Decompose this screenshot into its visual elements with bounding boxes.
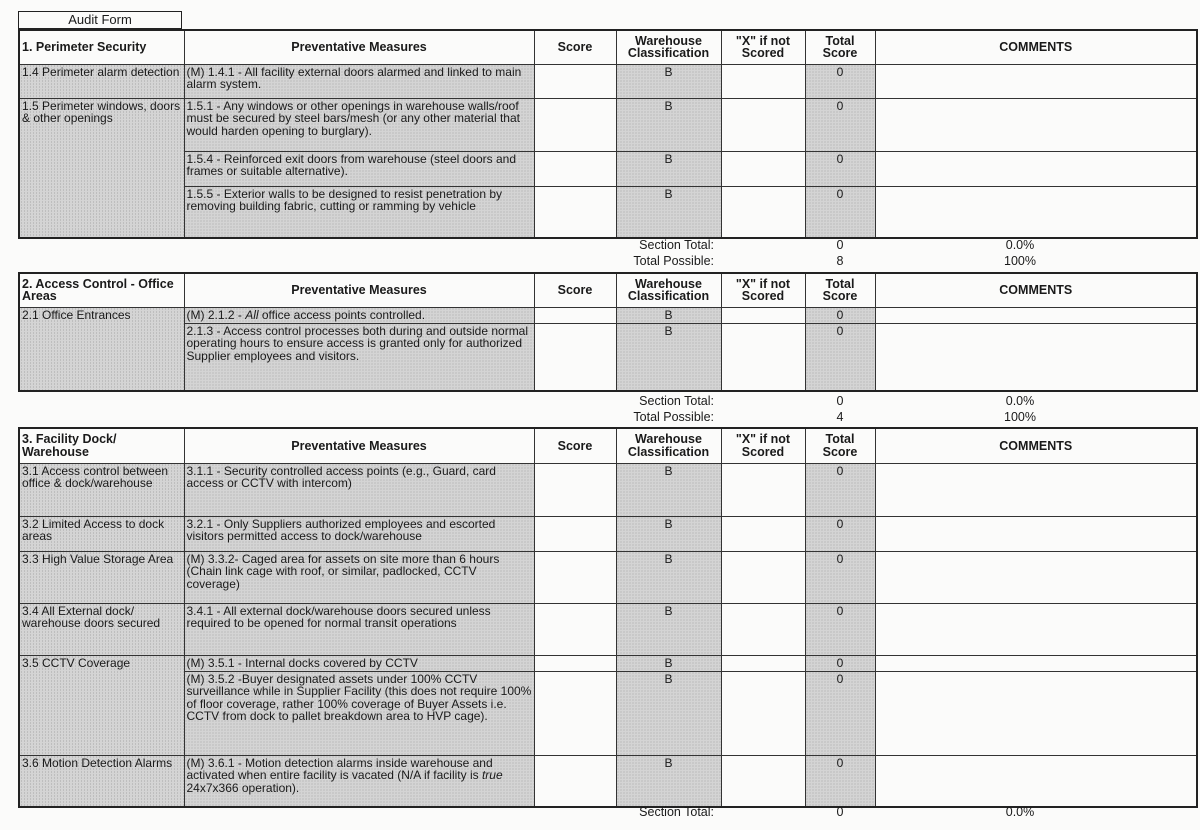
total-score-cell: 0 — [805, 307, 875, 323]
item-label: 1.5 Perimeter windows, doors & other openings — [19, 98, 184, 238]
header-not-scored: "X" if not Scored — [721, 428, 805, 463]
not-scored-cell[interactable] — [721, 98, 805, 151]
section-total-value: 0 — [836, 238, 844, 252]
section-title: 2. Access Control - Office Areas — [19, 273, 184, 307]
not-scored-cell[interactable] — [721, 655, 805, 671]
measure-text: 2.1.3 - Access control processes both during and outside normal operating hours to ensure access is granted only for authorized Supplier employees and visitors. — [184, 323, 534, 391]
total-score-cell: 0 — [805, 671, 875, 755]
header-comments: COMMENTS — [875, 30, 1197, 64]
classification-cell: B — [616, 64, 721, 98]
section-total-percent: 0.0% — [1005, 805, 1035, 819]
measure-text: 3.4.1 - All external dock/warehouse doors secured unless required to be opened for normal transit operations — [184, 603, 534, 655]
section-facility-dock — [18, 427, 1198, 808]
comments-cell[interactable] — [875, 463, 1197, 516]
total-score-cell: 0 — [805, 603, 875, 655]
not-scored-cell[interactable] — [721, 463, 805, 516]
header-not-scored: "X" if not Scored — [721, 30, 805, 64]
score-cell[interactable] — [534, 323, 616, 391]
comments-cell[interactable] — [875, 98, 1197, 151]
total-score-cell: 0 — [805, 516, 875, 551]
classification-cell: B — [616, 655, 721, 671]
comments-cell[interactable] — [875, 671, 1197, 755]
header-classification: Warehouse Classification — [616, 428, 721, 463]
measure-text: (M) 3.5.2 -Buyer designated assets under 100% CCTV surveillance while in Supplier Facility (this does not require 100% of floor coverage, rather 100% coverage of Buyer Assets i.e. CCTV from dock to pallet breakdown area to HVP cage). — [184, 671, 534, 755]
comments-cell[interactable] — [875, 755, 1197, 807]
item-label: 3.5 CCTV Coverage — [19, 655, 184, 755]
classification-cell: B — [616, 755, 721, 807]
total-score-cell: 0 — [805, 755, 875, 807]
header-score: Score — [534, 273, 616, 307]
measure-text: 3.1.1 - Security controlled access points (e.g., Guard, card access or CCTV with intercom) — [184, 463, 534, 516]
total-score-cell: 0 — [805, 551, 875, 603]
header-comments: COMMENTS — [875, 428, 1197, 463]
section-2-totals — [0, 394, 1200, 426]
not-scored-cell[interactable] — [721, 755, 805, 807]
score-cell[interactable] — [534, 307, 616, 323]
total-possible-value: 8 — [836, 254, 844, 268]
header-total-score: Total Score — [805, 428, 875, 463]
total-score-cell: 0 — [805, 151, 875, 186]
section-total-value: 0 — [836, 805, 844, 819]
classification-cell: B — [616, 151, 721, 186]
table-row — [19, 64, 1197, 98]
measure-text: 1.5.5 - Exterior walls to be designed to resist penetration by removing building fabric, cutting or ramming by vehicle — [184, 186, 534, 238]
total-possible-label: Total Possible: — [633, 254, 714, 268]
item-label: 3.6 Motion Detection Alarms — [19, 755, 184, 807]
table-row — [19, 755, 1197, 807]
section-title: 1. Perimeter Security — [19, 30, 184, 64]
section-total-percent: 0.0% — [1005, 394, 1035, 408]
classification-cell: B — [616, 551, 721, 603]
measure-text: (M) 3.6.1 - Motion detection alarms inside warehouse and activated when entire facility is vacated (N/A if facility is true 24x7x366 operation). — [184, 755, 534, 807]
measure-text: (M) 1.4.1 - All facility external doors alarmed and linked to main alarm system. — [184, 64, 534, 98]
classification-cell: B — [616, 98, 721, 151]
table-row — [19, 551, 1197, 603]
header-score: Score — [534, 428, 616, 463]
score-cell[interactable] — [534, 98, 616, 151]
total-score-cell: 0 — [805, 98, 875, 151]
total-possible-label: Total Possible: — [633, 410, 714, 424]
total-score-cell: 0 — [805, 655, 875, 671]
section-perimeter-security — [18, 29, 1198, 239]
header-classification: Warehouse Classification — [616, 273, 721, 307]
section-title: 3. Facility Dock/ Warehouse — [19, 428, 184, 463]
classification-cell: B — [616, 603, 721, 655]
measure-text: (M) 2.1.2 - All office access points controlled. — [184, 307, 534, 323]
section-3-totals — [0, 805, 1200, 821]
section-total-percent: 0.0% — [1005, 238, 1035, 252]
classification-cell: B — [616, 516, 721, 551]
total-score-cell: 0 — [805, 463, 875, 516]
comments-cell[interactable] — [875, 655, 1197, 671]
item-label: 3.1 Access control between office & dock/warehouse — [19, 463, 184, 516]
header-score: Score — [534, 30, 616, 64]
table-row — [19, 323, 1197, 391]
score-cell[interactable] — [534, 151, 616, 186]
not-scored-cell[interactable] — [721, 516, 805, 551]
not-scored-cell[interactable] — [721, 671, 805, 755]
table-row — [19, 655, 1197, 671]
header-total-score: Total Score — [805, 273, 875, 307]
item-label: 1.4 Perimeter alarm detection — [19, 64, 184, 98]
measure-text: 1.5.1 - Any windows or other openings in warehouse walls/roof must be secured by steel bars/mesh (or any other material that would harden opening to burglary). — [184, 98, 534, 151]
total-possible-percent: 100% — [1004, 254, 1036, 268]
not-scored-cell[interactable] — [721, 151, 805, 186]
comments-cell[interactable] — [875, 323, 1197, 391]
not-scored-cell[interactable] — [721, 551, 805, 603]
header-classification: Warehouse Classification — [616, 30, 721, 64]
measure-text: (M) 3.5.1 - Internal docks covered by CCTV — [184, 655, 534, 671]
comments-cell[interactable] — [875, 516, 1197, 551]
section-1-totals — [0, 238, 1200, 270]
comments-cell[interactable] — [875, 151, 1197, 186]
total-score-cell: 0 — [805, 186, 875, 238]
comments-cell[interactable] — [875, 307, 1197, 323]
not-scored-cell[interactable] — [721, 307, 805, 323]
item-label: 3.2 Limited Access to dock areas — [19, 516, 184, 551]
score-cell[interactable] — [534, 463, 616, 516]
comments-cell[interactable] — [875, 551, 1197, 603]
comments-cell[interactable] — [875, 603, 1197, 655]
measure-text: (M) 3.3.2- Caged area for assets on site more than 6 hours (Chain link cage with roof, or similar, padlocked, CCTV coverage) — [184, 551, 534, 603]
section-total-label: Section Total: — [639, 805, 714, 819]
section-total-value: 0 — [836, 394, 844, 408]
score-cell[interactable] — [534, 671, 616, 755]
classification-cell: B — [616, 323, 721, 391]
section-total-label: Section Total: — [639, 394, 714, 408]
classification-cell: B — [616, 307, 721, 323]
not-scored-cell[interactable] — [721, 603, 805, 655]
not-scored-cell[interactable] — [721, 186, 805, 238]
header-total-score: Total Score — [805, 30, 875, 64]
table-row — [19, 98, 1197, 151]
measure-text: 1.5.4 - Reinforced exit doors from warehouse (steel doors and frames or suitable alternative). — [184, 151, 534, 186]
measure-text: 3.2.1 - Only Suppliers authorized employees and escorted visitors permitted access to dock/warehouse — [184, 516, 534, 551]
table-row — [19, 603, 1197, 655]
score-cell[interactable] — [534, 603, 616, 655]
score-cell[interactable] — [534, 755, 616, 807]
section-total-label: Section Total: — [639, 238, 714, 252]
score-cell[interactable] — [534, 516, 616, 551]
section-access-control — [18, 272, 1198, 392]
score-cell[interactable] — [534, 655, 616, 671]
comments-cell[interactable] — [875, 186, 1197, 238]
item-label: 2.1 Office Entrances — [19, 307, 184, 391]
table-row — [19, 307, 1197, 323]
header-measures: Preventative Measures — [184, 428, 534, 463]
score-cell[interactable] — [534, 64, 616, 98]
total-score-cell: 0 — [805, 64, 875, 98]
classification-cell: B — [616, 671, 721, 755]
item-label: 3.3 High Value Storage Area — [19, 551, 184, 603]
table-row — [19, 463, 1197, 516]
total-possible-value: 4 — [836, 410, 844, 424]
table-row — [19, 671, 1197, 755]
item-label: 3.4 All External dock/ warehouse doors secured — [19, 603, 184, 655]
header-not-scored: "X" if not Scored — [721, 273, 805, 307]
score-cell[interactable] — [534, 551, 616, 603]
table-row — [19, 186, 1197, 238]
classification-cell: B — [616, 186, 721, 238]
score-cell[interactable] — [534, 186, 616, 238]
total-score-cell: 0 — [805, 323, 875, 391]
classification-cell: B — [616, 463, 721, 516]
comments-cell[interactable] — [875, 64, 1197, 98]
form-title: Audit Form — [18, 11, 182, 29]
header-measures: Preventative Measures — [184, 30, 534, 64]
not-scored-cell[interactable] — [721, 64, 805, 98]
table-row — [19, 516, 1197, 551]
table-row — [19, 151, 1197, 186]
total-possible-percent: 100% — [1004, 410, 1036, 424]
header-comments: COMMENTS — [875, 273, 1197, 307]
header-measures: Preventative Measures — [184, 273, 534, 307]
not-scored-cell[interactable] — [721, 323, 805, 391]
